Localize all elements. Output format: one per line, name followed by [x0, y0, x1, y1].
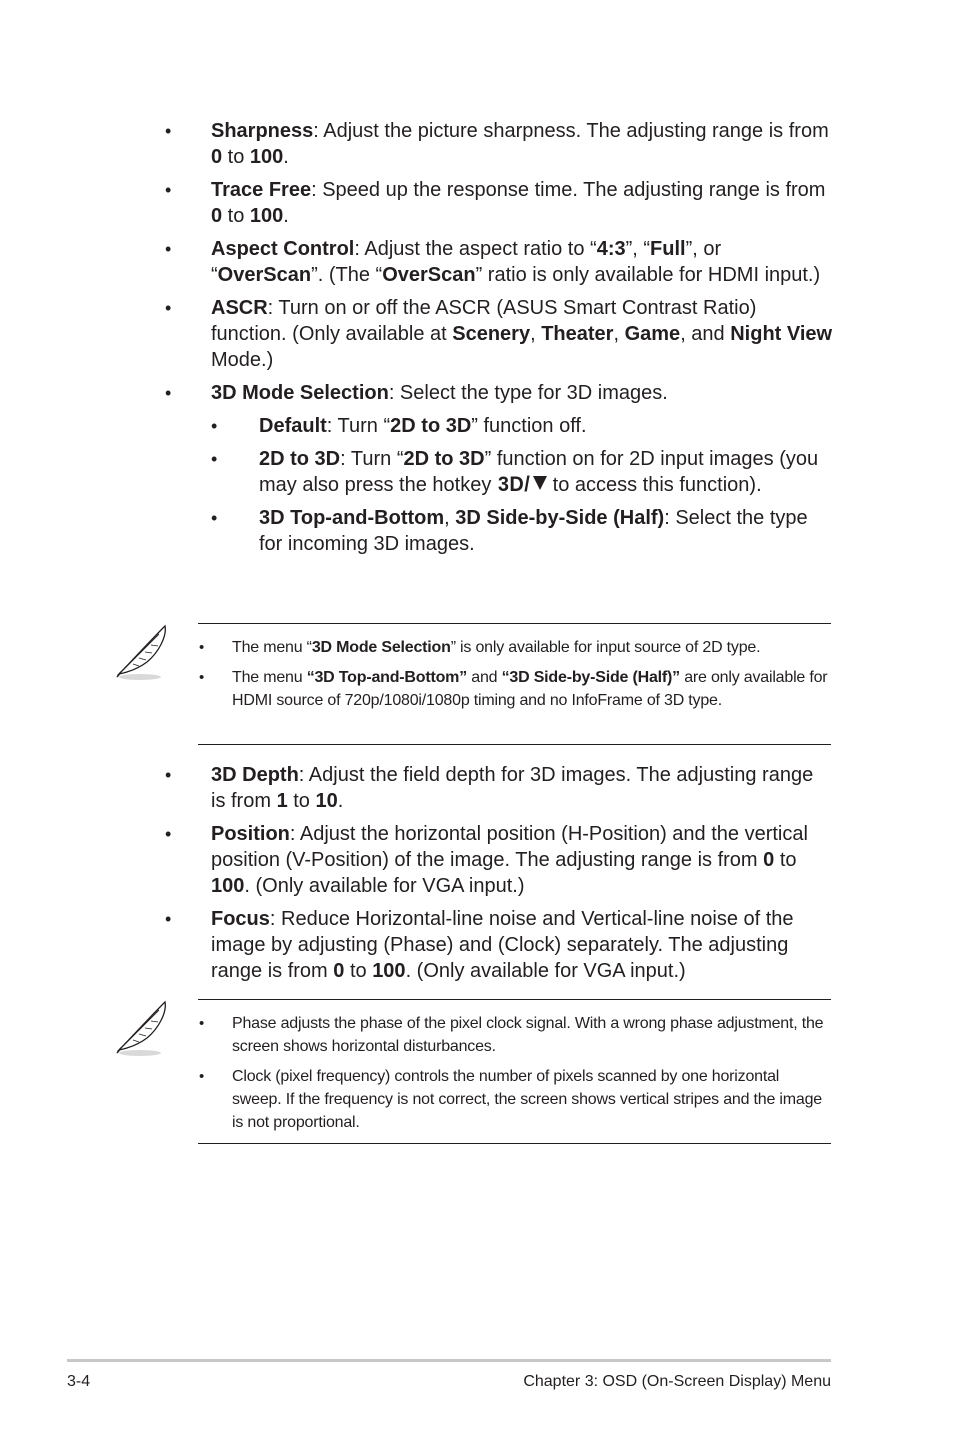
sublist-item-2d-to-3d: • 2D to 3D: Turn “2D to 3D” function on for 2D input images (you may also press the hotkey 3D/ to access this function).	[211, 446, 833, 498]
settings-list-1	[211, 118, 833, 564]
note-list-focus	[232, 1012, 831, 1141]
list-item-3d-depth: • 3D Depth: Adjust the field depth for 3D images. The adjusting range is from 1 to 10.	[211, 762, 833, 814]
settings-list-2	[211, 762, 833, 991]
feather-quill-icon	[113, 622, 171, 682]
sublist-item-default: • Default: Turn “2D to 3D” function off.	[211, 413, 833, 439]
feather-quill-icon	[113, 998, 171, 1058]
note-box-3d	[198, 623, 831, 745]
note-item: • The menu “3D Mode Selection” is only available for input source of 2D type.	[232, 636, 831, 659]
down-triangle-icon	[533, 476, 547, 490]
list-item-3d-mode-selection: • 3D Mode Selection: Select the type for 3D images. • Default: Turn “2D to 3D” function off. • 2D to 3D: Turn “2D to 3D” function on for 2D input images (you may also press the hotkey 3D/ to access this function). • 3D Top-and-Bottom, 3D Side-by-Side (Half): Select the type for incoming 3D images.	[211, 380, 833, 557]
list-item-aspect-control: • Aspect Control: Adjust the aspect ratio to “4:3”, “Full”, or “OverScan”. (The “OverScan” ratio is only available for HDMI input.)	[211, 236, 833, 288]
note-box-focus	[198, 999, 831, 1144]
sublist-item-3d-formats: • 3D Top-and-Bottom, 3D Side-by-Side (Half): Select the type for incoming 3D images.	[211, 505, 833, 557]
3d-mode-sublist	[211, 413, 833, 557]
note-item: • The menu “3D Top-and-Bottom” and “3D Side-by-Side (Half)” are only available for HDMI source of 720p/1080i/1080p timing and no InfoFrame of 3D type.	[232, 666, 831, 712]
chapter-title: Chapter 3: OSD (On-Screen Display) Menu	[523, 1373, 831, 1390]
note-item: • Phase adjusts the phase of the pixel clock signal. With a wrong phase adjustment, the screen shows horizontal disturbances.	[232, 1012, 831, 1058]
list-item-ascr: • ASCR: Turn on or off the ASCR (ASUS Smart Contrast Ratio) function. (Only available at Scenery, Theater, Game, and Night View Mode.)	[211, 295, 833, 373]
page-number: 3-4	[67, 1373, 91, 1390]
note-item: • Clock (pixel frequency) controls the number of pixels scanned by one horizontal sweep. If the frequency is not correct, the screen shows vertical stripes and the image is not proportional.	[232, 1065, 831, 1134]
note-list-3d	[232, 636, 831, 719]
list-item-position: • Position: Adjust the horizontal position (H-Position) and the vertical position (V-Position) of the image. The adjusting range is from 0 to 100. (Only available for VGA input.)	[211, 821, 833, 899]
list-item-trace-free: • Trace Free: Speed up the response time. The adjusting range is from 0 to 100.	[211, 177, 833, 229]
footer-divider	[67, 1359, 831, 1362]
list-item-sharpness: • Sharpness: Adjust the picture sharpness. The adjusting range is from 0 to 100.	[211, 118, 833, 170]
hotkey-3d-label: 3D/	[497, 473, 531, 496]
list-item-focus: • Focus: Reduce Horizontal-line noise and Vertical-line noise of the image by adjusting (Phase) and (Clock) separately. The adjusting range is from 0 to 100. (Only available for VGA input.)	[211, 906, 833, 984]
